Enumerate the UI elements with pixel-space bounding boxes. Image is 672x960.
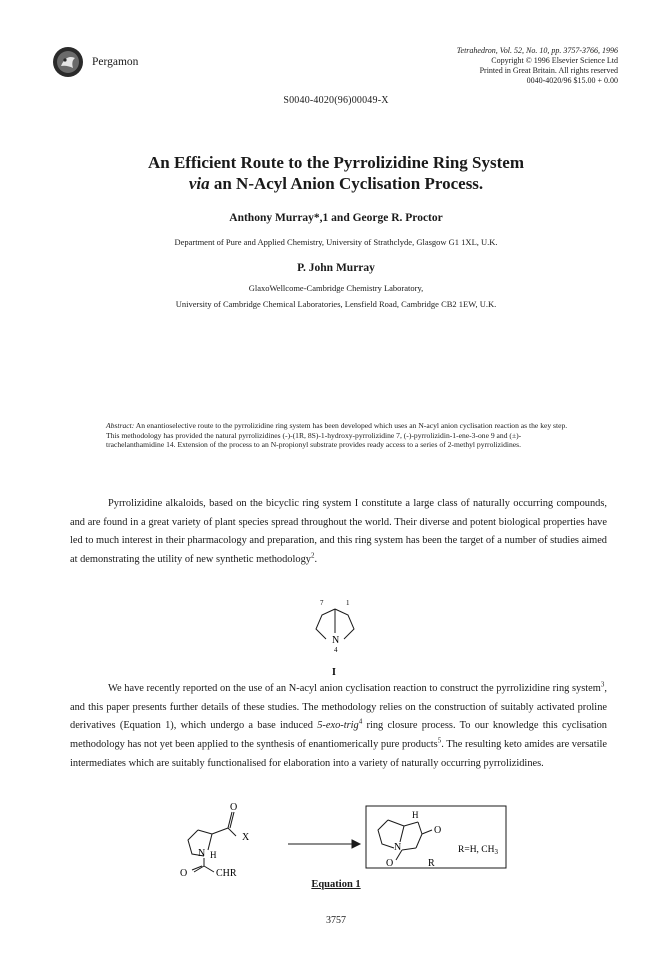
body-paragraph-1: Pyrrolizidine alkaloids, based on the bicyclic ring system I constitute a large class of naturally occurring compounds, and are found in a great variety of plant species spread throughout the world. Their diverse and potent biological properties have led to much interest in their pharmacology and preparation, and this ring system has been the target of a number of studies aimed at demonstrating the utility of new synthetic methodology$^2$. [70, 498, 607, 566]
affiliation-1: Department of Pure and Applied Chemistry, University of Strathclyde, Glasgow G1 1XL, U.K. [174, 237, 498, 247]
pyrrolizidine-structure-icon [280, 593, 390, 683]
eq-right-N: N [394, 842, 402, 853]
equation-1-graphic [170, 800, 530, 880]
eq-left-N: N [198, 848, 206, 859]
authors-group-1: Anthony Murray*,1 and George R. Proctor [229, 212, 443, 224]
eq-left-O-bottom: O [180, 868, 188, 879]
title-line-2: via an N-Acyl Anion Cyclisation Process. [188, 174, 484, 193]
eq-right-O-top: O [434, 825, 442, 836]
equation-1-label: Equation 1 [311, 879, 361, 890]
affiliation-2-line-2: University of Cambridge Chemical Laboratories, Lensfield Road, Cambridge CB2 1EW, U.K. [175, 299, 497, 309]
journal-info [457, 46, 618, 86]
affiliation-2-line-1: GlaxoWellcome-Cambridge Chemistry Laboratory, [248, 283, 424, 293]
pergamon-logo-icon [52, 46, 84, 78]
structure-I-pos4: 4 [334, 646, 338, 654]
eq-left-CHR: CHR [216, 868, 237, 879]
eq-left-X: X [242, 832, 250, 843]
page-number: 3757 [326, 915, 346, 926]
printed-line: Printed in Great Britain. All rights reserved [479, 66, 618, 75]
article-title [0, 152, 672, 194]
body-paragraph-2: We have recently reported on the use of an N-acyl anion cyclisation reaction to construct the pyrrolizidine ring system$^3$, and this paper presents further details of these studies. The methodology relies on the construction of suitably activated proline derivatives (Equation 1), which undergo a base induced 5-exo-trig$^4$ ring closure process. To our knowledge this cyclisation methodology has not yet been applied to the synthesis of enantiomerically pure products$^5$. The resulting keto amides are versatile intermediates which are suitably functionalised for elaboration into a variety of naturally occurring pyrrolizidines. [70, 680, 607, 769]
abstract-label: Abstract: [106, 421, 135, 430]
copyright-line: Copyright © 1996 Elsevier Science Ltd [491, 56, 618, 65]
abstract [106, 421, 576, 450]
title-line-1: An Efficient Route to the Pyrrolizidine Ring System [147, 153, 524, 172]
structure-I-label: I [332, 667, 336, 678]
publisher-name: Pergamon [92, 56, 139, 68]
eq-right-O-bottom: O [386, 858, 394, 869]
eq-left-O-top: O [230, 802, 238, 813]
publisher-logo [52, 46, 84, 78]
structure-I-figure [280, 593, 390, 683]
equation-1-scheme [170, 800, 530, 880]
authors-group-2: P. John Murray [297, 262, 375, 274]
eq-right-R: R [428, 858, 435, 869]
abstract-text: An enantioselective route to the pyrrolizidine ring system has been developed which uses an N-acyl anion cyclisation reaction as the key step. This methodology has provided the natural pyrrolizidines (-)-(1R, 8S)-1-hydroxy-pyrrolizidine 7, (-)-pyrrolizidin-1-ene-3-one 9 and (±)-trachelanthamidine 14. Extension of the process to an N-propionyl substrate provides ready access to a series of 2-methyl pyrrolizidines. [106, 421, 568, 449]
journal-citation: Tetrahedron, Vol. 52, No. 10, pp. 3757-3766, 1996 [456, 46, 618, 55]
structure-I-pos1: 1 [346, 599, 350, 607]
eq-right-H: H [412, 810, 419, 820]
doi: S0040-4020(96)00049-X [283, 95, 389, 106]
structure-I-pos7: 7 [320, 599, 324, 607]
issn-price-line: 0040-4020/96 $15.00 + 0.00 [526, 76, 618, 85]
eq-right-R-def: R=H, $CH_3$ [458, 845, 499, 856]
structure-I-N: N [332, 635, 340, 646]
eq-left-H: H [210, 850, 217, 860]
